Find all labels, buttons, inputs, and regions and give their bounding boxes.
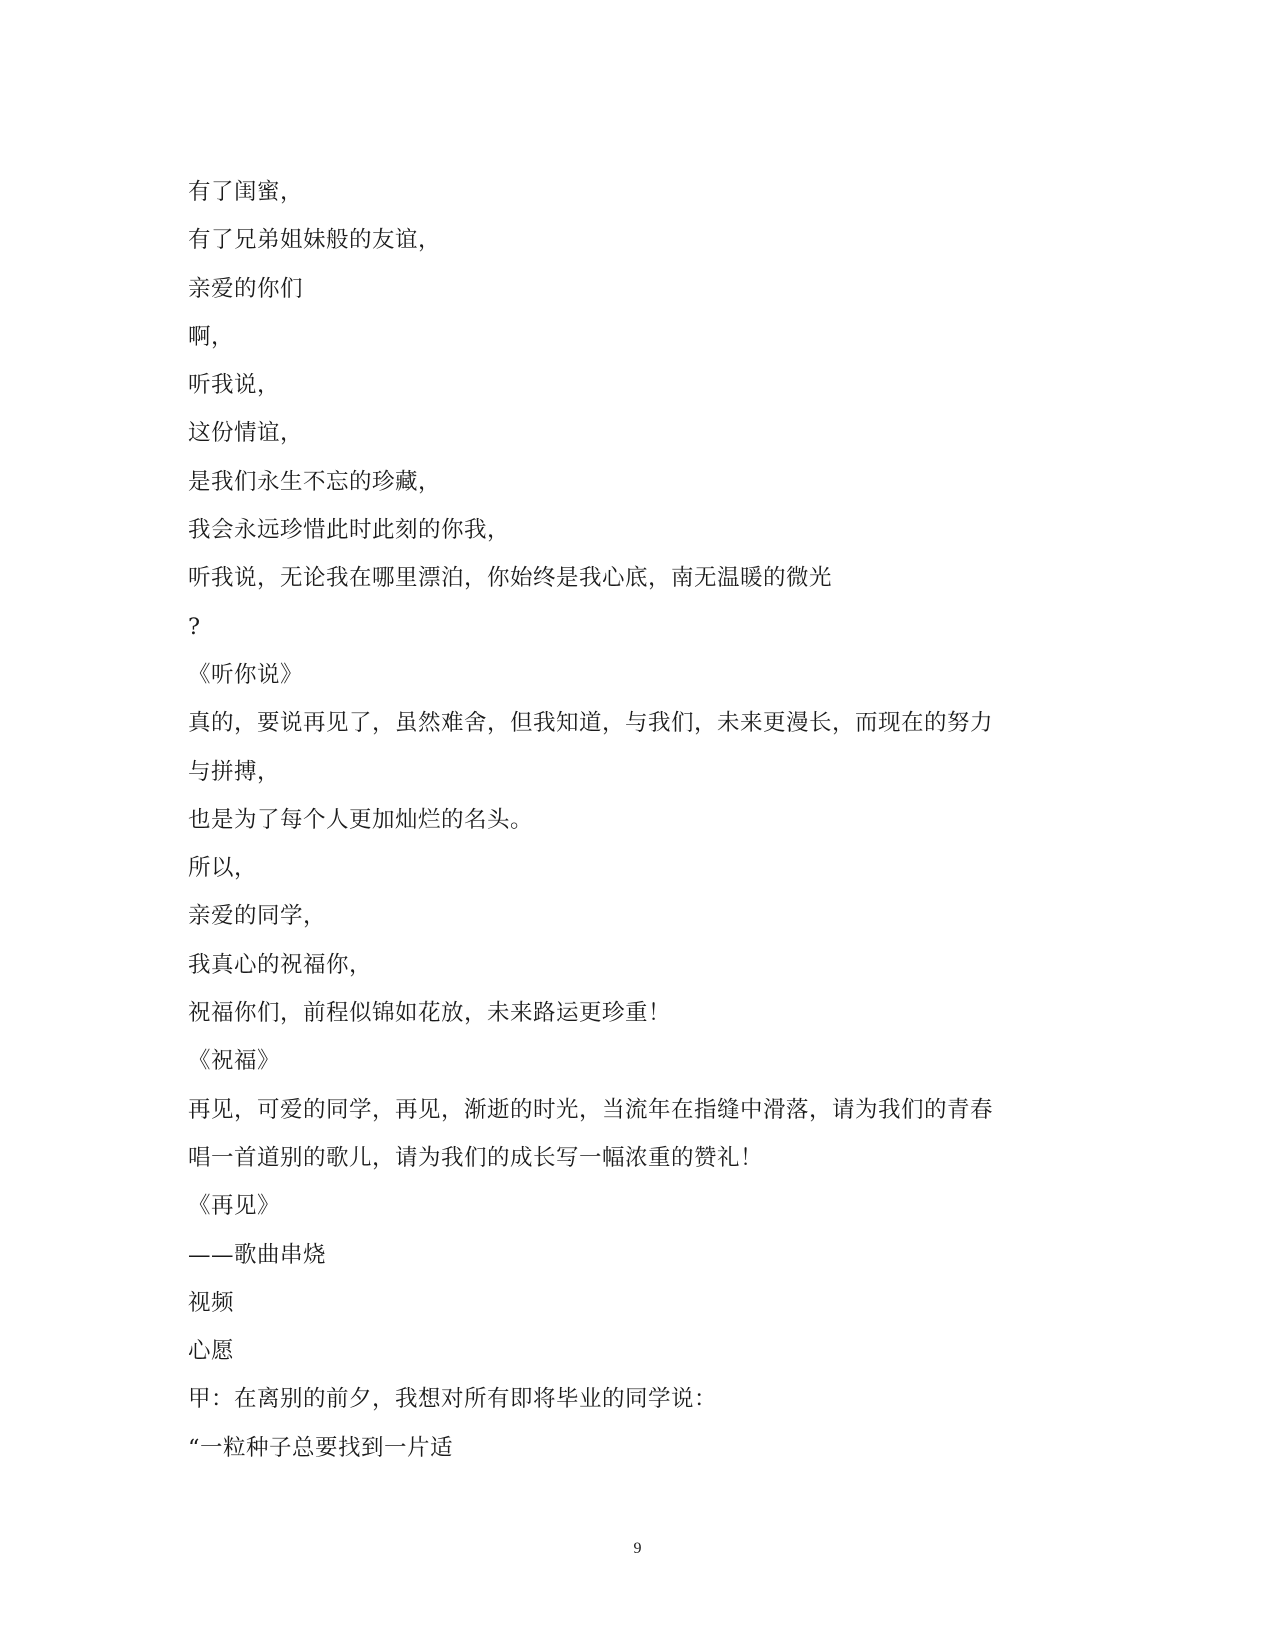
text-line: 这份情谊， [188, 420, 304, 447]
document-body [188, 168, 1068, 1472]
text-line: 再见，可爱的同学，再见，渐逝的时光，当流年在指缝中滑落，请为我们的青春 [188, 1096, 994, 1123]
text-line: 听我说，无论我在哪里漂泊，你始终是我心底，南无温暖的微光 [188, 565, 833, 592]
text-line: 是我们永生不忘的珍藏， [188, 468, 442, 495]
text-line: 亲爱的同学， [188, 903, 327, 930]
text-line: 所以， [188, 855, 258, 882]
text-line: 也是为了每个人更加灿烂的名头。 [188, 806, 534, 833]
text-line: 唱一首道别的歌儿，请为我们的成长写一幅浓重的赞礼！ [188, 1144, 764, 1171]
text-line: 我会永远珍惜此时此刻的你我， [188, 517, 511, 544]
text-line: 我真心的祝福你， [188, 951, 373, 978]
text-line: 有了闺蜜， [188, 179, 304, 205]
page-number: 9 [633, 1540, 642, 1557]
text-line: ——歌曲串烧 [188, 1241, 327, 1268]
text-line: 与拼搏， [188, 758, 281, 785]
text-line: 有了兄弟姐妹般的友谊， [188, 227, 442, 254]
text-line: 甲：在离别的前夕，我想对所有即将毕业的同学说： [188, 1386, 718, 1413]
text-line: ? [188, 613, 201, 640]
text-line: 啊， [188, 323, 235, 350]
text-line: 听我说， [188, 372, 281, 399]
section-title-zhufu: 《祝福》 [188, 1048, 281, 1075]
text-line: 真的，要说再见了，虽然难舍，但我知道，与我们，未来更漫长，而现在的努力 [188, 710, 994, 737]
section-title-zaijian: 《再见》 [188, 1193, 281, 1220]
text-line: 亲爱的你们 [188, 275, 304, 302]
section-title-tingnishuo: 《听你说》 [188, 661, 304, 688]
text-line: “一粒种子总要找到一片适 [188, 1434, 454, 1461]
text-line: 视频 [188, 1289, 235, 1316]
text-line: 心愿 [188, 1338, 235, 1365]
text-line: 祝福你们，前程似锦如花放，未来路运更珍重！ [188, 1000, 672, 1027]
